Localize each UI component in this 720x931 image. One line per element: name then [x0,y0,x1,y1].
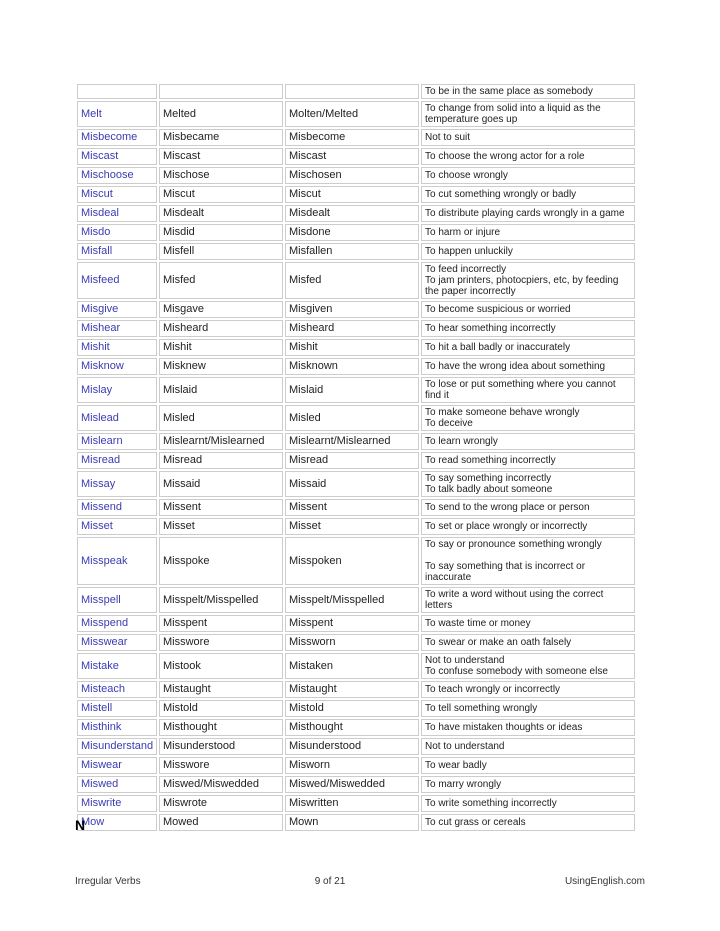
past-simple-cell: Mislearnt/Mislearned [159,433,283,450]
definition-cell [421,587,635,613]
definition-cell [421,776,635,793]
definition-line: To wear badly [425,760,487,771]
past-participle-cell: Mischosen [285,167,419,184]
table-row [77,320,635,337]
definition-line: To have the wrong idea about something [425,361,606,372]
definition-line: To change from solid into a liquid as the [425,103,601,114]
verb-cell [77,301,157,318]
verb-cell [77,681,157,698]
table-row [77,148,635,165]
definition-line: To swear or make an oath falsely [425,637,572,648]
definition-line: letters [425,600,453,611]
definition-cell [421,518,635,535]
past-participle-cell: Miswritten [285,795,419,812]
past-participle-cell: Misgiven [285,301,419,318]
past-simple-cell: Misspent [159,615,283,632]
past-simple-cell: Mischose [159,167,283,184]
table-row [77,339,635,356]
verb-cell [77,537,157,585]
verb-cell [77,719,157,736]
past-participle-cell: Missworn [285,634,419,651]
table-row [77,84,635,99]
verb-link[interactable]: Miswrite [81,797,122,809]
verb-link[interactable]: Mischoose [81,169,134,181]
verb-cell [77,814,157,831]
verb-cell [77,615,157,632]
verb-cell [77,262,157,299]
past-simple-cell: Misdid [159,224,283,241]
definition-line: Not to understand [425,655,505,666]
verb-link[interactable]: Mistell [81,702,113,714]
verb-cell [77,129,157,146]
footer-document-title: Irregular Verbs [75,876,141,887]
verb-link[interactable]: Misread [81,454,121,466]
table-row [77,101,635,127]
past-participle-cell: Missaid [285,471,419,497]
past-participle-cell: Mistaught [285,681,419,698]
definition-cell [421,405,635,431]
verb-cell [77,518,157,535]
definition-line: inaccurate [425,572,472,583]
past-simple-cell: Misbecame [159,129,283,146]
past-participle-cell: Misheard [285,320,419,337]
past-participle-cell: Miscut [285,186,419,203]
table-row [77,795,635,812]
past-participle-cell: Misled [285,405,419,431]
table-row [77,615,635,632]
past-simple-cell: Misthought [159,719,283,736]
definition-cell [421,301,635,318]
definition-line: To waste time or money [425,618,531,629]
past-simple-cell: Misspoke [159,537,283,585]
verb-cell [77,186,157,203]
verb-link[interactable]: Miscast [81,150,119,162]
past-participle-cell: Missent [285,499,419,516]
definition-line: To say something incorrectly [425,473,552,484]
past-participle-cell: Mislearnt/Mislearned [285,433,419,450]
verb-link[interactable]: Mishear [81,322,121,334]
past-participle-cell: Misset [285,518,419,535]
verb-link[interactable]: Misspend [81,617,129,629]
table-row [77,205,635,222]
definition-cell [421,537,635,585]
verb-cell [77,499,157,516]
verb-cell [77,795,157,812]
past-participle-cell: Mislaid [285,377,419,403]
definition-cell [421,471,635,497]
definition-cell [421,615,635,632]
definition-cell [421,433,635,450]
past-participle-cell: Mown [285,814,419,831]
definition-line: To talk badly about someone [425,484,553,495]
definition-cell [421,129,635,146]
past-simple-cell: Misheard [159,320,283,337]
table-row [77,634,635,651]
past-simple-cell: Melted [159,101,283,127]
definition-cell [421,224,635,241]
definition-cell [421,84,635,99]
table-row [77,814,635,831]
past-simple-cell: Misswore [159,757,283,774]
verb-cell [77,634,157,651]
definition-line: To hit a ball badly or inaccurately [425,342,571,353]
verb-cell [77,700,157,717]
table-row [77,405,635,431]
definition-line: To lose or put something where you cannot [425,379,616,390]
past-simple-cell [159,84,283,99]
definition-line: To make someone behave wrongly [425,407,580,418]
table-row [77,653,635,679]
verb-link[interactable]: Mislay [81,383,113,396]
table-row [77,129,635,146]
definition-cell [421,101,635,127]
past-participle-cell: Misthought [285,719,419,736]
past-simple-cell: Mistold [159,700,283,717]
definition-cell [421,186,635,203]
definition-cell [421,377,635,403]
definition-line: To harm or injure [425,227,501,238]
verb-link[interactable]: Misbecome [81,131,138,143]
past-simple-cell: Miswed/Miswedded [159,776,283,793]
table-row [77,757,635,774]
past-simple-cell: Miswrote [159,795,283,812]
verb-link[interactable]: Misunderstand [81,740,154,752]
page-footer [75,876,645,890]
definition-line: To say something that is incorrect or [425,561,586,572]
past-participle-cell: Misspelt/Misspelled [285,587,419,613]
table-row [77,700,635,717]
past-participle-cell: Misknown [285,358,419,375]
verb-cell [77,433,157,450]
verb-link[interactable]: Misteach [81,683,126,695]
table-row [77,377,635,403]
definition-cell [421,452,635,469]
verb-cell [77,358,157,375]
verb-link[interactable]: Misfall [81,245,113,257]
definition-line: Not to suit [425,132,471,143]
definition-cell [421,167,635,184]
table-row [77,537,635,585]
past-participle-cell: Misworn [285,757,419,774]
definition-cell [421,757,635,774]
definition-line: To cut grass or cereals [425,817,526,828]
definition-cell [421,339,635,356]
verb-cell [77,738,157,755]
past-participle-cell: Miscast [285,148,419,165]
definition-cell [421,681,635,698]
verb-link[interactable]: Misknow [81,360,124,372]
past-simple-cell: Mowed [159,814,283,831]
past-simple-cell: Misset [159,518,283,535]
definition-cell [421,262,635,299]
definition-cell [421,814,635,831]
verb-link[interactable]: Misdeal [81,207,119,219]
past-participle-cell: Misfallen [285,243,419,260]
definition-line: To distribute playing cards wrongly in a game [425,208,625,219]
table-row [77,452,635,469]
verb-cell [77,243,157,260]
verb-cell [77,167,157,184]
verb-link[interactable]: Mislead [81,411,119,424]
definition-line: To set or place wrongly or incorrectly [425,521,588,532]
definition-cell [421,700,635,717]
definition-line: temperature goes up [425,114,518,125]
table-row [77,262,635,299]
verb-link[interactable]: Miswear [81,759,122,771]
table-row [77,681,635,698]
past-participle-cell: Misdealt [285,205,419,222]
past-participle-cell: Mistaken [285,653,419,679]
past-participle-cell: Misfed [285,262,419,299]
past-simple-cell: Misunderstood [159,738,283,755]
table-row [77,499,635,516]
past-simple-cell: Misled [159,405,283,431]
past-simple-cell: Misread [159,452,283,469]
past-participle-cell [285,84,419,99]
definition-line: To cut something wrongly or badly [425,189,577,200]
definition-line: To write a word without using the correct [425,589,604,600]
verb-cell [77,377,157,403]
verb-link[interactable]: Misswear [81,636,128,648]
past-participle-cell: Molten/Melted [285,101,419,127]
verb-link[interactable]: Melt [81,107,102,120]
verb-link[interactable]: Misgive [81,303,119,315]
table-row [77,224,635,241]
verb-cell [77,224,157,241]
definition-cell [421,358,635,375]
verb-link[interactable]: Misfeed [81,274,120,286]
past-simple-cell: Misfed [159,262,283,299]
definition-line: To deceive [425,418,473,429]
definition-line: To confuse somebody with someone else [425,666,608,677]
past-participle-cell: Miswed/Miswedded [285,776,419,793]
definition-line: To happen unluckily [425,246,513,257]
past-participle-cell: Mishit [285,339,419,356]
irregular-verbs-table [75,82,637,833]
footer-page-number: 9 of 21 [314,876,346,887]
past-participle-cell: Misbecome [285,129,419,146]
definition-cell [421,795,635,812]
table-row [77,301,635,318]
table-body [77,84,635,831]
verb-cell [77,405,157,431]
past-simple-cell: Misswore [159,634,283,651]
table-row [77,776,635,793]
definition-line: To marry wrongly [425,779,502,790]
past-participle-cell: Misspent [285,615,419,632]
verb-link[interactable]: Mow [81,816,105,828]
table-row [77,719,635,736]
definition-line: To tell something wrongly [425,703,538,714]
past-simple-cell: Misspelt/Misspelled [159,587,283,613]
section-heading-n: N [75,817,86,833]
past-simple-cell: Misfell [159,243,283,260]
verb-link[interactable]: Mishit [81,341,110,353]
definition-line: To become suspicious or worried [425,304,571,315]
definition-line: To learn wrongly [425,436,498,447]
verb-cell [77,452,157,469]
table-row [77,518,635,535]
verb-link[interactable]: Misdo [81,226,111,238]
definition-cell [421,634,635,651]
table-row [77,186,635,203]
past-simple-cell: Mistook [159,653,283,679]
verb-cell [77,148,157,165]
definition-cell [421,320,635,337]
past-simple-cell: Missaid [159,471,283,497]
verb-link[interactable]: Missay [81,477,116,490]
definition-line: To jam printers, photocpiers, etc, by feeding [425,275,619,286]
past-participle-cell: Misdone [285,224,419,241]
verb-link[interactable]: Miscut [81,188,113,200]
definition-line: To choose the wrong actor for a role [425,151,585,162]
past-simple-cell: Misknew [159,358,283,375]
definition-line: To hear something incorrectly [425,323,556,334]
verb-link[interactable]: Missend [81,501,122,513]
verb-cell [77,339,157,356]
past-simple-cell: Misgave [159,301,283,318]
verb-link[interactable]: Misset [81,520,113,532]
past-participle-cell: Misspoken [285,537,419,585]
definition-cell [421,148,635,165]
table-row [77,587,635,613]
definition-cell [421,738,635,755]
verb-cell [77,205,157,222]
definition-line: To teach wrongly or incorrectly [425,684,561,695]
verb-link[interactable]: Misthink [81,721,122,733]
verb-link[interactable]: Mistake [81,659,119,672]
definition-line: Not to understand [425,741,505,752]
definition-cell [421,653,635,679]
definition-cell [421,205,635,222]
definition-cell [421,499,635,516]
verb-cell [77,653,157,679]
past-participle-cell: Mistold [285,700,419,717]
past-simple-cell: Miscast [159,148,283,165]
definition-line [425,550,631,561]
verb-link[interactable]: Misspell [81,593,121,606]
definition-cell [421,719,635,736]
past-simple-cell: Miscut [159,186,283,203]
verb-cell [77,84,157,99]
past-simple-cell: Misdealt [159,205,283,222]
definition-line: find it [425,390,449,401]
definition-line: To choose wrongly [425,170,508,181]
past-simple-cell: Missent [159,499,283,516]
verb-cell [77,757,157,774]
past-simple-cell: Mishit [159,339,283,356]
definition-line: To say or pronounce something wrongly [425,539,602,550]
table-row [77,243,635,260]
verb-link[interactable]: Miswed [81,778,119,790]
verb-link[interactable]: Mislearn [81,435,123,447]
definition-line: To feed incorrectly [425,264,507,275]
definition-line: To write something incorrectly [425,798,557,809]
definition-line: To be in the same place as somebody [425,86,593,97]
verb-cell [77,320,157,337]
table-row [77,167,635,184]
definition-cell [421,243,635,260]
table-row [77,358,635,375]
past-participle-cell: Misread [285,452,419,469]
verb-cell [77,101,157,127]
past-participle-cell: Misunderstood [285,738,419,755]
table-row [77,738,635,755]
verb-cell [77,471,157,497]
table-row [77,433,635,450]
verb-cell [77,587,157,613]
definition-line: To have mistaken thoughts or ideas [425,722,583,733]
definition-line: To read something incorrectly [425,455,556,466]
verb-cell [77,776,157,793]
definition-line: the paper incorrectly [425,286,516,297]
table-row [77,471,635,497]
past-simple-cell: Mislaid [159,377,283,403]
definition-line: To send to the wrong place or person [425,502,590,513]
footer-site-name: UsingEnglish.com [564,876,645,887]
verb-link[interactable]: Misspeak [81,554,128,567]
past-simple-cell: Mistaught [159,681,283,698]
